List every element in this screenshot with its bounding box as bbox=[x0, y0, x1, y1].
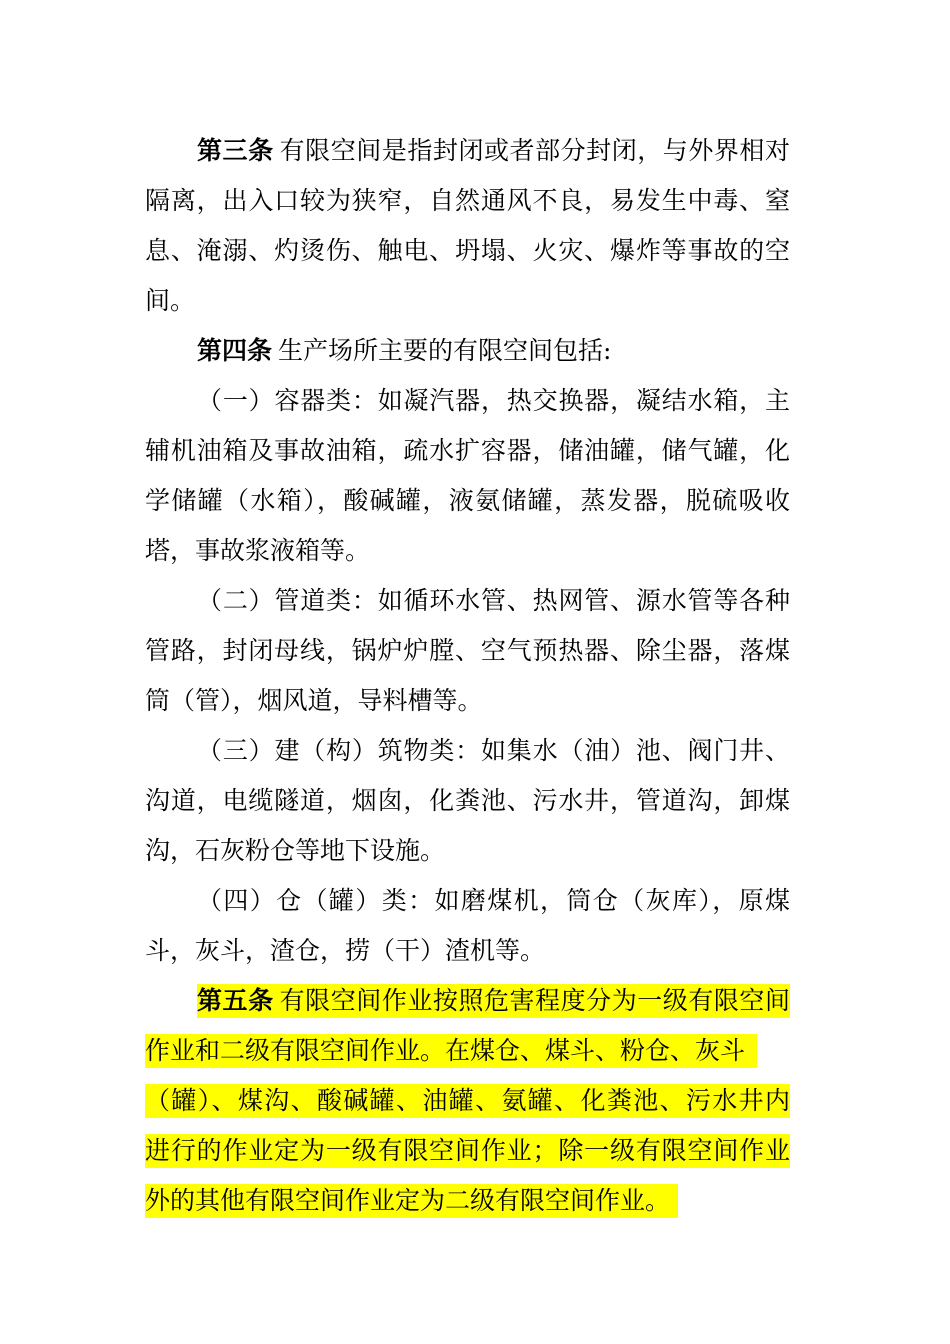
article4-line-1 bbox=[197, 334, 611, 368]
article4-item1-line-4: 塔，事故浆液箱等。 bbox=[145, 536, 371, 565]
article3-heading: 第三条 bbox=[197, 136, 274, 165]
article4-item4-line-1: （四）仓（罐）类：如磨煤机，筒仓（灰库），原煤 bbox=[197, 886, 790, 915]
article5-line-4: 进行的作业定为一级有限空间作业；除一级有限空间作业 bbox=[145, 1134, 790, 1168]
article4-item2-line-2: 管路，封闭母线，锅炉炉膛、空气预热器、除尘器，落煤 bbox=[145, 636, 790, 665]
article4-intro: 生产场所主要的有限空间包括: bbox=[278, 336, 612, 365]
article4-item2-line-3: 筒（管），烟风道，导料槽等。 bbox=[145, 686, 483, 715]
article4-item1-line-3: 学储罐（水箱），酸碱罐，液氨储罐，蒸发器，脱硫吸收 bbox=[145, 486, 790, 515]
article3-line-3: 息、淹溺、灼烫伤、触电、坍塌、火灾、爆炸等事故的空 bbox=[145, 236, 790, 265]
article4-item3-line-1: （三）建（构）筑物类：如集水（油）池、阀门井、 bbox=[197, 736, 790, 765]
article5-text-1: 有限空间作业按照危害程度分为一级有限空间 bbox=[279, 986, 790, 1015]
article4-item3-line-2: 沟道，电缆隧道，烟囱，化粪池、污水井，管道沟，卸煤 bbox=[145, 786, 790, 815]
article4-item1-line-2: 辅机油箱及事故油箱，疏水扩容器，储油罐，储气罐，化 bbox=[145, 436, 790, 465]
article3-line-1 bbox=[197, 134, 790, 168]
article4-item4-line-2: 斗，灰斗，渣仓，捞（干）渣机等。 bbox=[145, 936, 546, 965]
article4-item2-line-1: （二）管道类：如循环水管、热网管、源水管等各种 bbox=[197, 586, 790, 615]
article3-text-1: 有限空间是指封闭或者部分封闭，与外界相对 bbox=[279, 136, 790, 165]
article4-item1-line-1: （一）容器类：如凝汽器，热交换器，凝结水箱，主 bbox=[197, 386, 790, 415]
article5-line-1 bbox=[197, 984, 790, 1018]
article5-line-2: 作业和二级有限空间作业。在煤仓、煤斗、粉仓、灰斗 bbox=[145, 1034, 757, 1068]
article5-line-3: （罐）、煤沟、酸碱罐、油罐、氨罐、化粪池、污水井内 bbox=[145, 1084, 790, 1118]
article3-line-4: 间。 bbox=[145, 286, 196, 315]
article5-line-5: 外的其他有限空间作业定为二级有限空间作业。 bbox=[145, 1184, 678, 1218]
article4-item3-line-3: 沟，石灰粉仓等地下设施。 bbox=[145, 836, 446, 865]
article4-heading: 第四条 bbox=[197, 336, 273, 365]
article3-line-2: 隔离，出入口较为狭窄，自然通风不良，易发生中毒、窒 bbox=[145, 186, 790, 215]
article5-heading: 第五条 bbox=[197, 986, 274, 1015]
